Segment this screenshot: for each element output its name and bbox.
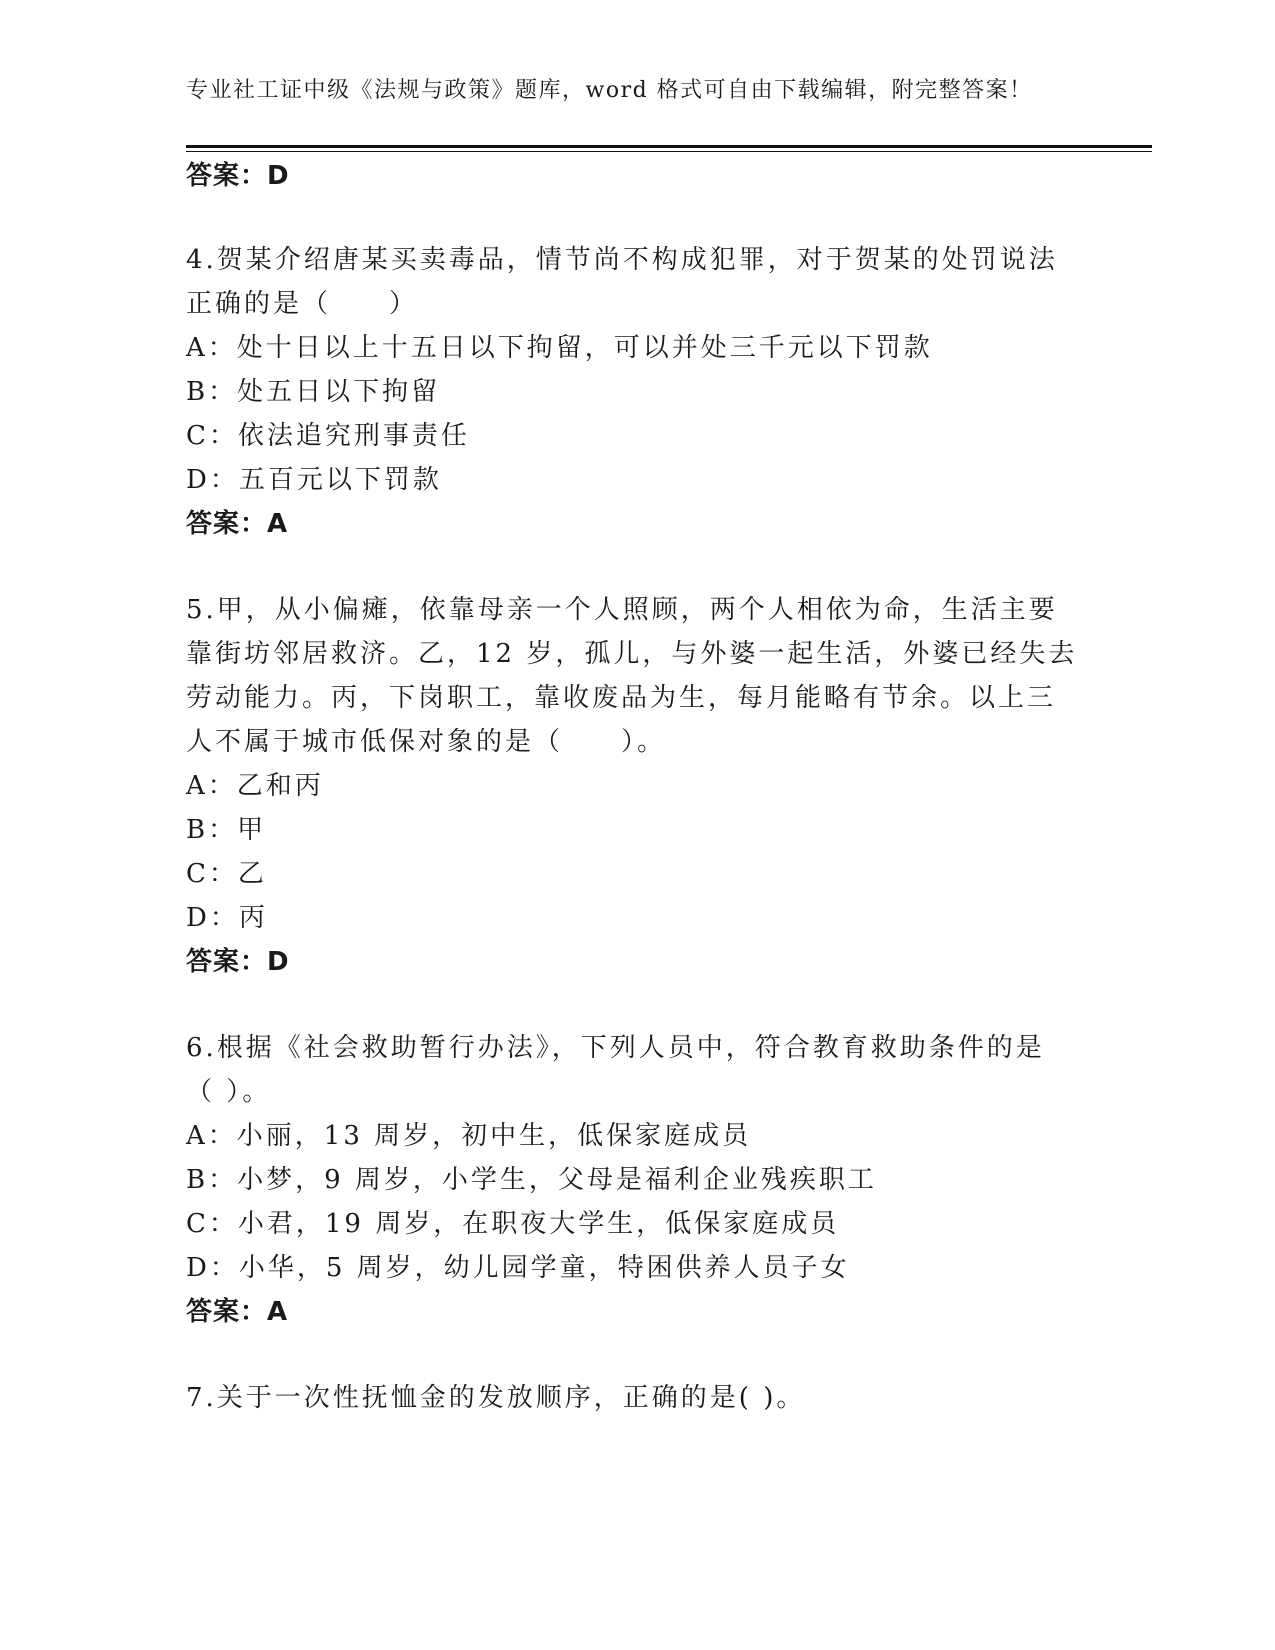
question-6-stem-line-1: 6.根据《社会救助暂行办法》，下列人员中，符合教育救助条件的是: [186, 1033, 1045, 1063]
question-5-stem-line-1: 5.甲，从小偏瘫，依靠母亲一个人照顾，两个人相依为命，生活主要: [186, 595, 1058, 625]
question-5-option-a: A：乙和丙: [186, 771, 324, 801]
question-4-option-c: C：依法追究刑事责任: [186, 421, 470, 451]
question-4-option-a: A：处十日以上十五日以下拘留，可以并处三千元以下罚款: [186, 333, 933, 363]
page-header: 专业社工证中级《法规与政策》题库，word 格式可自由下载编辑，附完整答案！: [186, 78, 1033, 103]
question-5-answer: 答案：D: [186, 947, 290, 977]
question-6-stem-line-2: （ ）。: [186, 1077, 272, 1107]
question-5-stem-line-2: 靠街坊邻居救济。乙，12 岁，孤儿，与外婆一起生活，外婆已经失去: [186, 639, 1078, 669]
question-6-option-d: D：小华，5 周岁，幼儿园学童，特困供养人员子女: [186, 1253, 850, 1283]
question-5-stem-line-3: 劳动能力。丙，下岗职工，靠收废品为生，每月能略有节余。以上三: [186, 683, 1057, 713]
question-6-answer: 答案：A: [186, 1297, 289, 1327]
question-6-option-a: A：小丽，13 周岁，初中生，低保家庭成员: [186, 1121, 752, 1151]
question-5-option-b: B：甲: [186, 815, 267, 845]
header-rule-thick: [186, 145, 1152, 148]
question-6-option-c: C：小君，19 周岁，在职夜大学生，低保家庭成员: [186, 1209, 840, 1239]
question-5-option-c: C：乙: [186, 859, 267, 889]
question-6-option-b: B：小梦，9 周岁，小学生，父母是福利企业残疾职工: [186, 1165, 877, 1195]
question-7-stem-line-1: 7.关于一次性抚恤金的发放顺序，正确的是( )。: [186, 1383, 806, 1413]
question-4-option-b: B：处五日以下拘留: [186, 377, 441, 407]
previous-answer: 答案：D: [186, 161, 290, 191]
header-rule-thin: [186, 151, 1152, 152]
question-4-stem-line-1: 4.贺某介绍唐某买卖毒品，情节尚不构成犯罪，对于贺某的处罚说法: [186, 245, 1058, 275]
question-4-stem-line-2: 正确的是（ ）: [186, 289, 419, 319]
question-4-option-d: D：五百元以下罚款: [186, 465, 442, 495]
question-4-answer: 答案：A: [186, 509, 289, 539]
question-5-option-d: D：丙: [186, 903, 268, 933]
question-5-stem-line-4: 人不属于城市低保对象的是（ ）。: [186, 727, 667, 757]
